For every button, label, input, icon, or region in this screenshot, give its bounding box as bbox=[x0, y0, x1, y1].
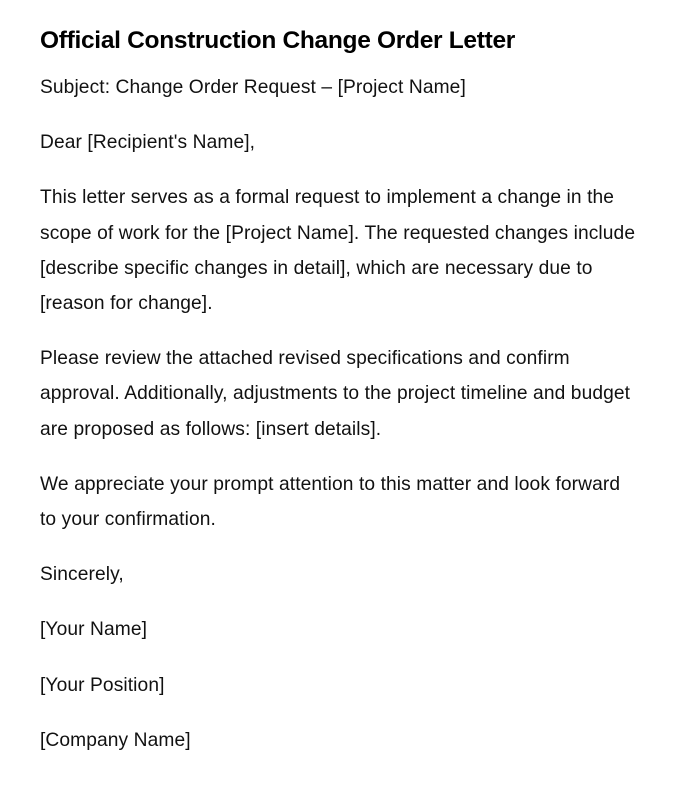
signature-name: [Your Name] bbox=[40, 619, 148, 641]
signature-position: [Your Position] bbox=[40, 674, 165, 696]
signature-company: [Company Name] bbox=[40, 729, 191, 751]
body-paragraph-2: Please review the attached revised specifications and confirm approval. Additionally, adjustments to the project timeline and budget are proposed as follows: [insert details]. bbox=[40, 348, 631, 440]
closing: Sincerely, bbox=[40, 564, 124, 586]
body-paragraph-1: This letter serves as a formal request to implement a change in the scope of work for the [Project Name]. The requested changes include [describe specific changes in detail], which are necessary due to [reason for change]. bbox=[40, 187, 636, 315]
document-title: Official Construction Change Order Letter bbox=[40, 27, 516, 54]
salutation: Dear [Recipient's Name], bbox=[40, 132, 256, 154]
subject-line: Subject: Change Order Request – [Project Name] bbox=[40, 77, 466, 98]
body-paragraph-3: We appreciate your prompt attention to this matter and look forward to your confirmation. bbox=[40, 473, 621, 531]
